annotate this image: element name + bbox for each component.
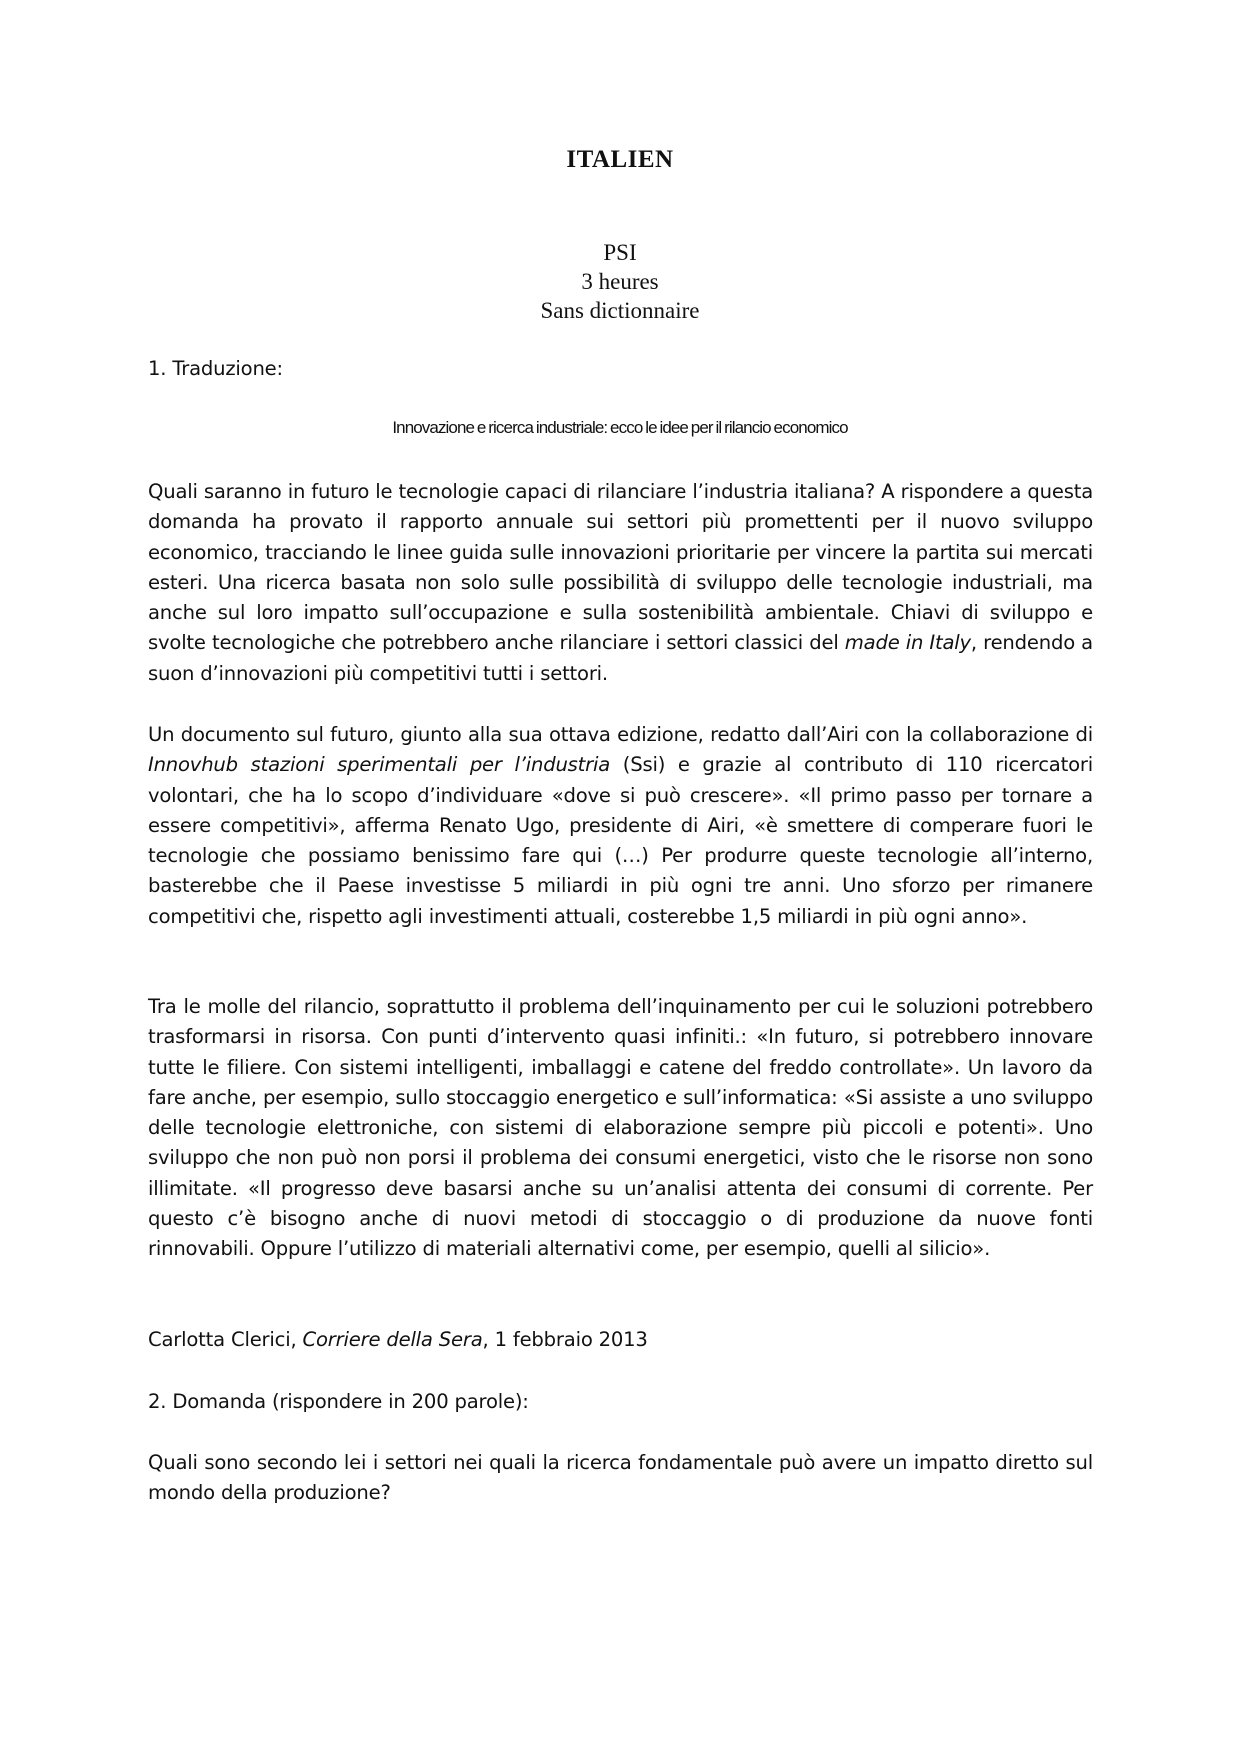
section-2-heading: 2. Domanda (rispondere in 200 parole): [148, 1390, 529, 1413]
paragraph-2 [148, 720, 1093, 932]
paragraph-3 [148, 992, 1093, 1265]
paragraph-3-text: Tra le molle del rilancio, soprattutto il problema dell’inquinamento per cui le soluzioni potrebbero trasformarsi in risorsa. Con punti d’intervento quasi infiniti.: «In futuro, si potrebbero innovare tutte le filiere. Con sistemi intelligenti, imballaggi e catene del freddo controllate». Un lavoro da fare anche, per esempio, sullo stoccaggio energetico e sull’informatica: «Si assiste a uno sviluppo delle tecnologie elettroniche, con sistemi di elaborazione sempre più piccoli e potenti». Uno sviluppo che non può non porsi il problema dei consumi energetici, visto che le risorse non sono illimitate. «Il progresso deve basarsi anche su un’analisi attenta dei consumi di corrente. Per questo c’è bisogno anche di nuovi metodi di stoccaggio o di produzione da nuove fonti rinnovabili. Oppure l’utilizzo di materiali alternativi come, per esempio, quelli al silicio». [148, 995, 1093, 1261]
section-1-heading: 1. Traduzione: [148, 357, 283, 380]
paragraph-2-text: Un documento sul futuro, giunto alla sua ottava edizione, redatto dall’Airi con la collaborazione di [148, 723, 1093, 746]
document-title: ITALIEN [566, 146, 674, 173]
article-citation [148, 1325, 648, 1355]
paragraph-1-italic: made in Italy [844, 631, 971, 655]
exam-level: PSI [603, 240, 637, 265]
citation-author: Carlotta Clerici, [148, 1328, 303, 1351]
paragraph-1 [148, 477, 1093, 689]
article-title: Innovazione e ricerca industriale: ecco le idee per il rilancio economico [392, 418, 848, 437]
exam-duration: 3 heures [581, 269, 659, 294]
exam-conditions: Sans dictionnaire [540, 298, 700, 323]
paragraph-2-text-end: (Ssi) e grazie al contributo di 110 ricercatori volontari, che ha lo scopo d’individuare «dove si può crescere». «Il primo passo per tornare a essere competitivi», afferma Renato Ugo, presidente di Airi, «è smettere di comperare fuori le tecnologie che possiamo benissimo fare qui (…) Per produrre queste tecnologie all’interno, basterebbe che il Paese investisse 5 miliardi in più ogni tre anni. Uno sforzo per rimanere competitivi che, rispetto agli investimenti attuali, costerebbe 1,5 miliardi in più ogni anno». [148, 753, 1093, 928]
question-text: Quali sono secondo lei i settori nei quali la ricerca fondamentale può avere un impatto diretto sul mondo della produzione? [148, 1451, 1093, 1505]
citation-date: , 1 febbraio 2013 [482, 1328, 648, 1351]
exam-info [0, 238, 1240, 325]
paragraph-2-italic: Innovhub stazioni sperimentali per l’industria [148, 753, 611, 777]
paragraph-1-text-end: , rendendo a suon d’innovazioni più competitivi tutti i settori. [148, 631, 1093, 685]
citation-source: Corriere della Sera [302, 1328, 483, 1351]
paragraph-1-text: Quali saranno in futuro le tecnologie capaci di rilanciare l’industria italiana? A rispondere a questa domanda ha provato il rapporto annuale sui settori più promettenti per il nuovo sviluppo economico, tracciando le linee guida sulle innovazioni prioritarie per vincere la partita sui mercati esteri. Una ricerca basata non solo sulle possibilità di sviluppo delle tecnologie industriali, ma anche sul loro impatto sull’occupazione e sulla sostenibilità ambientale. Chiavi di sviluppo e svolte tecnologiche che potrebbero anche rilanciare i settori classici del [148, 480, 1093, 655]
